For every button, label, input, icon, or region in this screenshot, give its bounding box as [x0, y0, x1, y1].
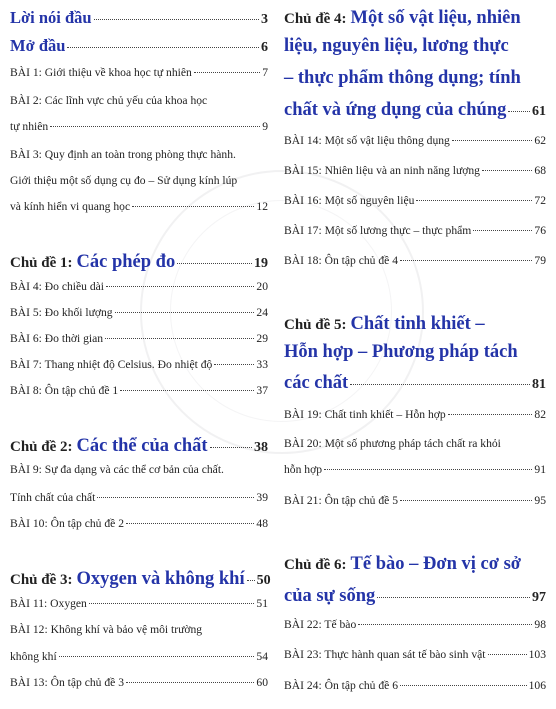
lesson-title: BÀI 16: Một số nguyên liệu: [284, 194, 415, 207]
chapter-label: Chủ đề 6:: [284, 557, 347, 573]
lesson-title: BÀI 6: Đo thời gian: [10, 332, 104, 345]
page-number: 81: [532, 377, 546, 392]
toc-chapter-title-continued[interactable]: [284, 586, 546, 607]
lesson-title: Tính chất của chất: [10, 491, 96, 504]
toc-chapter-title-continued[interactable]: [284, 342, 546, 363]
toc-lesson-entry[interactable]: [10, 200, 268, 213]
chapter-title: – thực phẩm thông dụng; tính: [284, 68, 521, 88]
lesson-title: BÀI 9: Sự đa dạng và các thể cơ bản của chất.: [10, 463, 224, 476]
lesson-title: BÀI 13: Ôn tập chủ đề 3: [10, 676, 124, 689]
page-number: 103: [528, 648, 546, 661]
lesson-title: BÀI 19: Chất tinh khiết – Hỗn hợp: [284, 408, 446, 421]
chapter-label: Chủ đề 3:: [10, 572, 73, 588]
chapter-title: Hỗn hợp – Phương pháp tách: [284, 342, 518, 362]
lesson-title: BÀI 7: Thang nhiệt độ Celsius. Đo nhiệt độ: [10, 358, 213, 371]
toc-lesson-entry[interactable]: [10, 623, 268, 636]
page-number: 7: [262, 66, 268, 79]
dot-leader: [247, 580, 255, 581]
toc-lesson-entry[interactable]: [10, 384, 268, 397]
page-number: 76: [534, 224, 546, 237]
dot-leader: [508, 111, 530, 112]
toc-lesson-entry[interactable]: [284, 648, 546, 661]
lesson-title: BÀI 22: Tế bào: [284, 618, 357, 631]
toc-chapter-entry[interactable]: [10, 436, 268, 457]
dot-leader: [105, 338, 254, 339]
lesson-title: BÀI 20: Một số phương pháp tách chất ra khỏi: [284, 437, 501, 450]
lesson-title: BÀI 14: Một số vật liệu thông dụng: [284, 134, 450, 147]
lesson-title: BÀI 8: Ôn tập chủ đề 1: [10, 384, 119, 397]
lesson-title: không khí: [10, 650, 57, 663]
dot-leader: [132, 206, 254, 207]
dot-leader: [350, 384, 530, 385]
page-number: 39: [256, 491, 268, 504]
chapter-title: Các thể của chất: [76, 436, 208, 456]
toc-chapter-title-continued[interactable]: [284, 100, 546, 121]
dot-leader: [67, 47, 259, 48]
toc-lesson-entry[interactable]: [10, 306, 268, 319]
lesson-title: BÀI 11: Oxygen: [10, 597, 87, 610]
chapter-title: Oxygen và không khí: [76, 569, 245, 589]
lesson-title: BÀI 15: Nhiên liệu và an ninh năng lượng: [284, 164, 480, 177]
page-number: 91: [534, 463, 546, 476]
chapter-title: Chất tinh khiết –: [350, 314, 485, 334]
toc-lesson-entry[interactable]: [284, 164, 546, 177]
lesson-title: tự nhiên: [10, 120, 49, 133]
toc-lesson-entry[interactable]: [284, 618, 546, 631]
section-title: Lời nói đầu: [10, 8, 92, 27]
page-number: 51: [256, 597, 268, 610]
toc-lesson-entry[interactable]: [284, 134, 546, 147]
toc-lesson-entry[interactable]: [10, 94, 268, 107]
toc-lesson-entry[interactable]: [10, 676, 268, 689]
page-number: 82: [534, 408, 546, 421]
dot-leader: [377, 597, 530, 598]
lesson-title: BÀI 18: Ôn tập chủ đề 4: [284, 254, 398, 267]
lesson-title: hỗn hợp: [284, 463, 323, 476]
toc-lesson-entry[interactable]: [10, 597, 268, 610]
page-number: 33: [256, 358, 268, 371]
toc-lesson-entry[interactable]: [10, 280, 268, 293]
chapter-title: Một số vật liệu, nhiên: [350, 8, 521, 28]
page-number: 60: [256, 676, 268, 689]
page-number: 98: [534, 618, 546, 631]
page-number: 48: [256, 517, 268, 530]
dot-leader: [126, 523, 254, 524]
toc-lesson-entry[interactable]: [284, 224, 546, 237]
toc-lesson-entry[interactable]: [284, 463, 546, 476]
lesson-title: BÀI 24: Ôn tập chủ đề 6: [284, 679, 398, 692]
lesson-title: Giới thiệu một số dụng cụ đo – Sử dụng kính lúp: [10, 174, 238, 187]
dot-leader: [400, 500, 532, 501]
lesson-title: BÀI 2: Các lĩnh vực chủ yếu của khoa học: [10, 94, 208, 107]
chapter-title: chất và ứng dụng của chúng: [284, 100, 507, 120]
page-number: 19: [254, 256, 268, 271]
toc-chapter-entry[interactable]: [284, 314, 546, 335]
dot-leader: [115, 312, 255, 313]
dot-leader: [97, 497, 254, 498]
dot-leader: [358, 624, 532, 625]
dot-leader: [120, 390, 254, 391]
toc-lesson-entry[interactable]: [10, 491, 268, 504]
toc-lesson-entry[interactable]: [10, 120, 268, 133]
chapter-label: Chủ đề 5:: [284, 317, 347, 333]
toc-chapter-title-continued[interactable]: [284, 68, 546, 89]
lesson-title: BÀI 21: Ôn tập chủ đề 5: [284, 494, 398, 507]
toc-lesson-entry[interactable]: [10, 148, 268, 161]
chapter-title: của sự sống: [284, 586, 376, 606]
dot-leader: [89, 603, 255, 604]
dot-leader: [210, 447, 252, 448]
dot-leader: [400, 685, 527, 686]
chapter-label: Chủ đề 1:: [10, 255, 73, 271]
lesson-title: BÀI 17: Một số lương thực – thực phẩm: [284, 224, 472, 237]
toc-lesson-entry[interactable]: [10, 332, 268, 345]
section-title: Mở đầu: [10, 36, 66, 55]
lesson-title: BÀI 23: Thực hành quan sát tế bào sinh vật: [284, 648, 486, 661]
page-number: 12: [256, 200, 268, 213]
page-number: 54: [256, 650, 268, 663]
page-number: 9: [262, 120, 268, 133]
dot-leader: [416, 200, 532, 201]
toc-lesson-entry[interactable]: [284, 254, 546, 267]
toc-lesson-entry[interactable]: [10, 517, 268, 530]
chapter-title: Tế bào – Đơn vị cơ sở: [350, 554, 522, 574]
lesson-title: BÀI 10: Ôn tập chủ đề 2: [10, 517, 124, 530]
dot-leader: [94, 19, 259, 20]
toc-lesson-entry[interactable]: [10, 463, 268, 476]
dot-leader: [59, 656, 255, 657]
page-number: 79: [534, 254, 546, 267]
lesson-title: BÀI 12: Không khí và bảo vệ môi trường: [10, 623, 203, 636]
dot-leader: [482, 170, 532, 171]
page-number: 68: [534, 164, 546, 177]
dot-leader: [324, 469, 532, 470]
toc-chapter-entry[interactable]: [284, 554, 546, 575]
dot-leader: [106, 286, 254, 287]
chapter-title: các chất: [284, 373, 349, 393]
toc-lesson-entry[interactable]: [284, 408, 546, 421]
page-number: 61: [532, 104, 546, 119]
toc-chapter-entry[interactable]: [10, 569, 271, 590]
chapter-label: Chủ đề 2:: [10, 439, 73, 455]
chapter-title: Các phép đo: [76, 252, 176, 272]
page-number: 50: [256, 573, 271, 588]
dot-leader: [473, 230, 532, 231]
toc-chapter-entry[interactable]: [10, 252, 268, 273]
page-number: 38: [254, 440, 268, 455]
dot-leader: [214, 364, 254, 365]
dot-leader: [126, 682, 254, 683]
toc-lesson-entry[interactable]: [10, 650, 268, 663]
toc-chapter-entry[interactable]: [284, 8, 546, 29]
page-number: 97: [532, 590, 546, 605]
toc-lesson-entry[interactable]: [284, 194, 546, 207]
page-number: 72: [534, 194, 546, 207]
chapter-label: Chủ đề 4:: [284, 11, 347, 27]
toc-section-entry[interactable]: [10, 36, 268, 56]
toc-lesson-entry[interactable]: [284, 437, 546, 450]
toc-section-entry[interactable]: [10, 8, 268, 28]
toc-chapter-title-continued[interactable]: [284, 373, 546, 394]
dot-leader: [452, 140, 533, 141]
toc-lesson-entry[interactable]: [284, 679, 546, 692]
dot-leader: [400, 260, 532, 261]
page-number: 6: [261, 40, 268, 55]
page-number: 62: [534, 134, 546, 147]
dot-leader: [50, 126, 260, 127]
lesson-title: BÀI 1: Giới thiệu về khoa học tự nhiên: [10, 66, 192, 79]
toc-lesson-entry[interactable]: [10, 358, 268, 371]
lesson-title: BÀI 5: Đo khối lượng: [10, 306, 113, 319]
lesson-title: BÀI 3: Quy định an toàn trong phòng thực hành.: [10, 148, 236, 161]
page-number: 24: [256, 306, 268, 319]
dot-leader: [488, 654, 527, 655]
dot-leader: [448, 414, 533, 415]
page-number: 95: [534, 494, 546, 507]
page-number: 29: [256, 332, 268, 345]
lesson-title: BÀI 4: Đo chiều dài: [10, 280, 105, 293]
dot-leader: [177, 263, 252, 264]
toc-lesson-entry[interactable]: [10, 66, 268, 79]
page-number: 20: [256, 280, 268, 293]
page-number: 106: [528, 679, 546, 692]
toc-lesson-entry[interactable]: [10, 174, 268, 187]
lesson-title: và kính hiển vi quang học: [10, 200, 131, 213]
page-number: 37: [256, 384, 268, 397]
chapter-title: liệu, nguyên liệu, lương thực: [284, 36, 509, 56]
page-number: 3: [261, 12, 268, 27]
dot-leader: [194, 72, 260, 73]
toc-chapter-title-continued[interactable]: [284, 36, 546, 57]
toc-lesson-entry[interactable]: [284, 494, 546, 507]
